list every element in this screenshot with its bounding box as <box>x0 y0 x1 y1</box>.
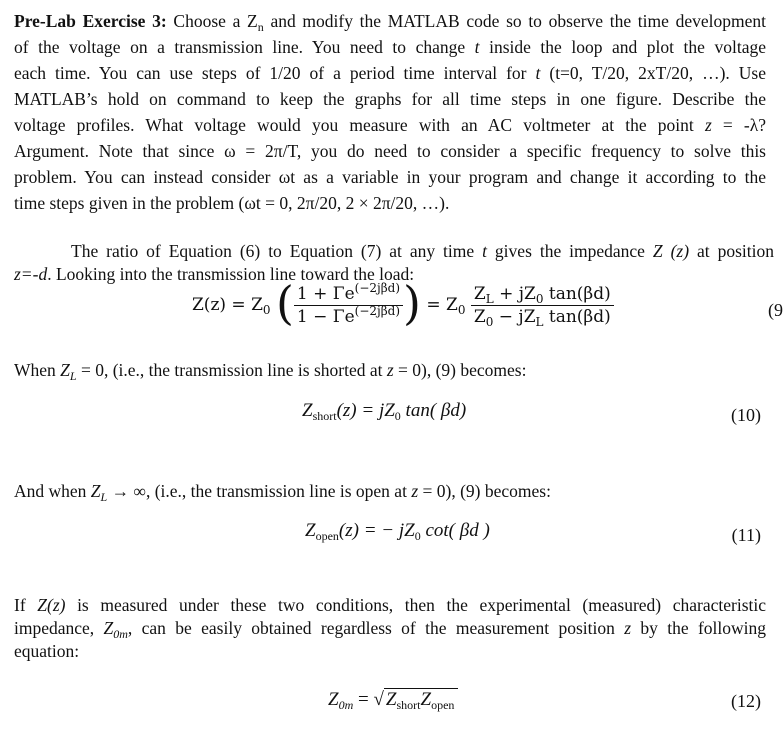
prelab-line-8: time steps given in the problem (ωt = 0, 2π/20, 2 × 2π/20, …). <box>14 193 450 213</box>
equation-9 <box>192 275 614 330</box>
var: Z <box>60 360 70 380</box>
subscript: open <box>315 529 339 543</box>
text: = -λ? <box>711 115 767 135</box>
open-intro <box>14 478 766 504</box>
prelab-paragraph <box>14 8 766 216</box>
equation-10-number: (10) <box>731 405 761 425</box>
equation-10 <box>302 400 466 422</box>
prelab-heading: Pre-Lab Exercise 3: <box>14 11 167 31</box>
text: tan(βd) <box>543 307 611 327</box>
text: (t=0, T/20, 2xT/20, …). Use <box>540 63 766 83</box>
subscript: n <box>257 20 264 34</box>
expr: (z) = − jZ <box>338 520 415 541</box>
measured-line-2 <box>14 617 766 640</box>
left-paren: ( <box>275 275 294 330</box>
var: t <box>535 63 541 83</box>
prelab-line-6: Argument. Note that since ω = 2π/T, you do need to consider a specific frequency to solve this <box>14 141 766 161</box>
text: . Looking into the transmission line toward the load: <box>47 264 415 284</box>
text: each time. You can use steps of 1/20 of a period time interval for <box>14 63 536 83</box>
var: z <box>411 481 419 501</box>
var: Z <box>103 618 114 638</box>
subscript: 0 <box>485 315 494 329</box>
equation-12 <box>328 688 458 711</box>
text: Choose a Z <box>173 11 258 31</box>
subscript: short <box>312 409 337 423</box>
equation-11 <box>305 520 490 542</box>
text: When <box>14 360 61 380</box>
text: + jZ <box>493 284 536 304</box>
subscript: 0 <box>262 303 271 317</box>
text: → ∞, (i.e., the transmission line is open at <box>107 481 412 501</box>
subscript: L <box>535 315 544 329</box>
text: And when <box>14 481 91 501</box>
measured-paragraph <box>14 594 766 663</box>
expr: (z) = jZ <box>336 400 395 421</box>
var: Z <box>385 689 397 710</box>
equation-11-number: (11) <box>731 525 761 545</box>
eq9-mid: = Z <box>426 295 458 315</box>
prelab-line-1 <box>14 8 766 34</box>
text: is measured under these two conditions, then the experimental (measured) characteristic <box>65 595 766 615</box>
subscript: L <box>100 490 108 504</box>
eq9-fraction-1 <box>294 283 403 328</box>
prelab-line-5 <box>14 112 766 138</box>
subscript: 0 <box>535 292 544 306</box>
var: z <box>624 618 632 638</box>
subscript: L <box>485 292 494 306</box>
text: by the following <box>631 618 766 638</box>
text: If <box>14 595 38 615</box>
short-intro <box>14 357 766 383</box>
ratio-paragraph <box>14 238 774 284</box>
text: gives the impedance <box>486 241 653 261</box>
var: t <box>482 241 487 261</box>
equation-12-number: (12) <box>731 691 761 711</box>
exponent: (−2jβd) <box>354 281 401 295</box>
subscript: short <box>396 698 421 712</box>
text: = 0, (i.e., the transmission line is shorted at <box>76 360 387 380</box>
text: of the voltage on a transmission line. You need to change <box>14 37 475 57</box>
text: inside the loop and plot the voltage <box>479 37 766 57</box>
prelab-line-7: problem. You can instead consider ωt as a variable in your program and change it according to the <box>14 167 766 187</box>
sqrt-body <box>384 688 458 711</box>
numerator: 1 + Γe <box>296 284 355 304</box>
measured-line-3: equation: <box>14 641 80 661</box>
expr: tan( βd) <box>400 400 467 421</box>
var: z=-d <box>14 264 48 284</box>
exponent: (−2jβd) <box>354 304 401 318</box>
subscript: 0 <box>457 303 466 317</box>
equals: = <box>353 689 374 710</box>
prelab-line-4: MATLAB’s hold on command to keep the graphs for all time steps in one figure. Describe the <box>14 89 766 109</box>
measured-line-1 <box>14 594 766 617</box>
text: = 0), (9) becomes: <box>393 360 527 380</box>
denominator: 1 − Γe <box>296 307 355 327</box>
expr: cot( βd ) <box>420 520 490 541</box>
var: z <box>386 360 394 380</box>
subscript: 0 <box>394 409 401 423</box>
ratio-line-1 <box>14 238 774 264</box>
subscript: open <box>431 698 455 712</box>
text: Z <box>473 284 486 304</box>
subscript: 0 <box>414 529 421 543</box>
var: Z <box>90 481 101 501</box>
eq9-lhs: Z(z) = Z <box>192 295 263 315</box>
text: The ratio of Equation (6) to Equation (7) at any time <box>71 241 483 261</box>
text: − jZ <box>493 307 536 327</box>
var: Z (z) <box>652 241 690 261</box>
var: Z <box>305 520 316 541</box>
eq9-fraction-2 <box>471 283 614 328</box>
text: = 0), (9) becomes: <box>418 481 551 501</box>
subscript: L <box>69 369 77 383</box>
var: z <box>704 115 712 135</box>
var: Z <box>420 689 432 710</box>
var: Z(z) <box>37 595 66 615</box>
text: at position <box>689 241 774 261</box>
prelab-line-2 <box>14 34 766 60</box>
right-paren: ) <box>403 275 421 330</box>
text: impedance, <box>14 618 104 638</box>
text: tan(βd) <box>543 284 611 304</box>
var: Z <box>302 400 313 421</box>
subscript: 0m <box>113 627 128 641</box>
text: , can be easily obtained regardless of the measurement position <box>127 618 625 638</box>
subscript: 0m <box>338 698 354 712</box>
text: and modify the MATLAB code so to observe the time development <box>263 11 766 31</box>
text: voltage profiles. What voltage would you measure with an AC voltmeter at the point <box>14 115 705 135</box>
prelab-line-3 <box>14 60 766 86</box>
text: Z <box>473 307 486 327</box>
equation-9-number: (9 <box>768 300 783 320</box>
sqrt-sign: √ <box>373 689 384 710</box>
var: t <box>474 37 480 57</box>
var: Z <box>328 689 339 710</box>
